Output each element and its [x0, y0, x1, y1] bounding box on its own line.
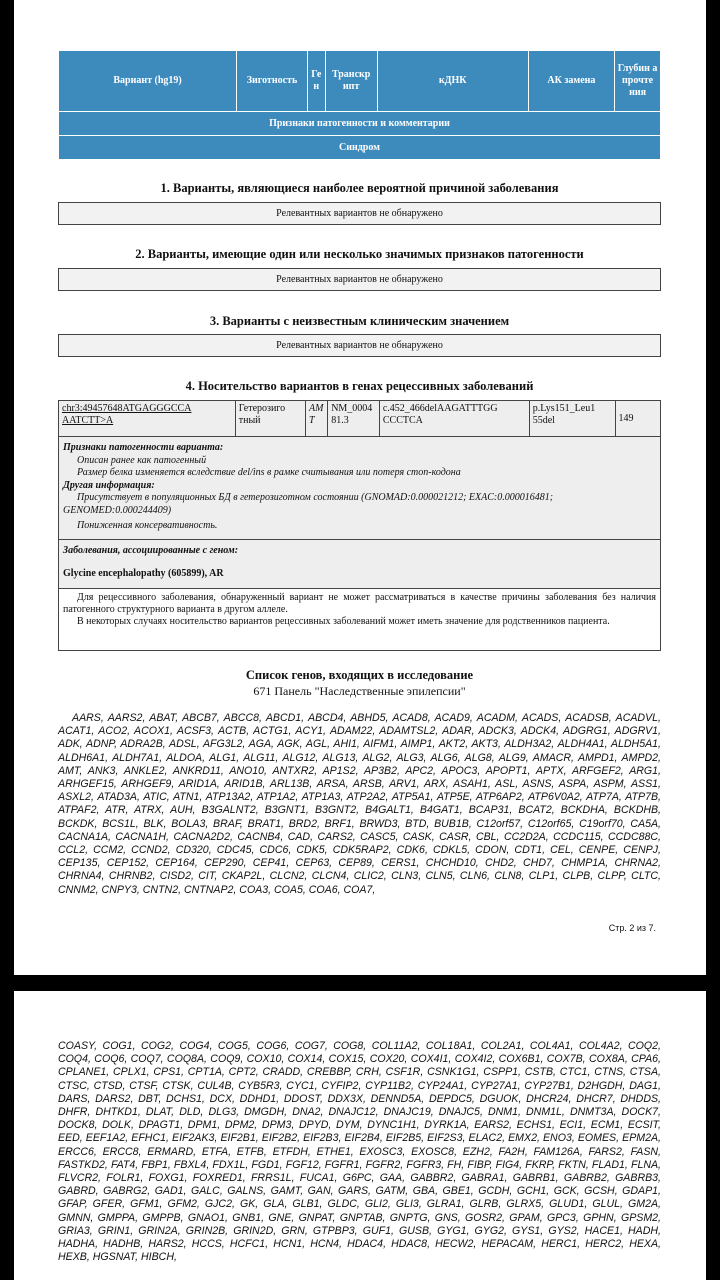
variant-id-link[interactable]: chr3:49457648ATGAGGGCCA AATCTT>A [59, 401, 236, 437]
variant-depth: 149 [615, 401, 661, 437]
pathogenicity-heading: Признаки патогенности варианта: [63, 442, 224, 453]
variant-zygosity: Гетерозиго тный [235, 401, 305, 437]
header-col-transcript: Транскр ипт [325, 51, 377, 112]
disease-heading: Заболевания, ассоциированные с геном: [63, 545, 239, 556]
gene-panel-name: 671 Панель "Наследственные эпилепсии" [253, 684, 466, 698]
variant-gene: AM T [306, 401, 328, 437]
carrier-note-2: В некоторых случаях носительство вариантов рецессивных заболеваний может иметь значение для родственников пациента. [77, 616, 610, 627]
variant-row [58, 400, 661, 437]
page-number: Стр. 2 из 7. [608, 923, 656, 933]
report-page-3 [14, 991, 706, 1280]
header-col-cdna: кДНК [377, 51, 528, 112]
other-info-item-2: Пониженная консервативность. [77, 519, 218, 531]
header-col-aa: АК замена [528, 51, 614, 112]
variant-transcript: NM_0004 81.3 [328, 401, 380, 437]
disease-name: Glycine encephalopathy (605899), AR [63, 567, 224, 579]
header-row-pathogenicity: Признаки патогенности и комментарии [59, 112, 661, 136]
header-row-syndrome: Синдром [59, 136, 661, 160]
section-2-title: 2. Варианты, имеющие один или несколько значимых признаков патогенности [135, 247, 584, 261]
variant-pathogenicity-box [58, 436, 661, 540]
gene-list-part-2: COASY, COG1, COG2, COG4, COG5, COG6, COG7, COG8, COL11A2, COL18A1, COL2A1, COL4A1, COL4A2, COQ2, COQ4, COQ6, COQ7, COQ8A, COQ9, COX10, COX14, COX15, COX20, COX4I1, COX4I2, COX6B1, COX7B, COX8A, CPA6, CPLANE1, CPLX1, CPS1, CPT1A, CPT2, CRADD, CREBBP, CRH, CSF1R, CSNK1G1, CSPP1, CSTB, CTC1, CTNS, CTSA, CTSC, CTSD, CTSF, CTSK, CUL4B, CYB5R3, CYC1, CYFIP2, CYP11B2, CYP24A1, CYP27A1, CYP27B1, D2HGDH, DAG1, DARS, DARS2, DBT, DCHS1, DCX, DDHD1, DDOST, DDX3X, DENND5A, DEPDC5, DGUOK, DHCR24, DHCR7, DHDDS, DHFR, DHTKD1, DLAT, DLD, DLG3, DMGDH, DNA2, DNAJC12, DNAJC19, DNAJC5, DNM1, DNM1L, DNMT3A, DOCK7, DOCK8, DOLK, DPAGT1, DPM1, DPM2, DPM3, DPYD, DYM, DYNC1H1, DYRK1A, EARS2, ECHS1, ECI1, ECM1, ECSIT, EED, EEF1A2, EFHC1, EIF2AK3, EIF2B1, EIF2B2, EIF2B3, EIF2B4, EIF2B5, EIF2S3, ELAC2, EMX2, ENO3, EOMES, EPM2A, ERCC6, ERCC8, ERMARD, ETFA, ETFB, ETFDH, ETHE1, EXOSC3, EXOSC8, EZH2, FA2H, FAM126A, FARS2, FASN, FASTKD2, FAT4, FBP1, FBXL4, FDX1L, FGD1, FGF12, FGFR1, FGFR2, FGFR3, FH, FIBP, FIG4, FKRP, FKTN, FLAD1, FLNA, FLVCR2, FOLR1, FOXG1, FOXRED1, FRRS1L, FUCA1, G6PC, GAA, GABBR2, GABRA1, GABRB1, GABRB2, GABRB3, GABRD, GABRG2, GAD1, GALC, GALNS, GAMT, GAN, GARS, GATM, GBA, GBE1, GCDH, GCH1, GCK, GCSH, GDAP1, GFAP, GFER, GFM1, GFM2, GJC2, GK, GLA, GLB1, GLDC, GLI2, GLI3, GLRA1, GLRB, GLRX5, GLUD1, GLUL, GM2A, GMNN, GMPPA, GMPPB, GNAO1, GNB1, GNE, GNPAT, GNPTAB, GNPTG, GNS, GOSR2, GPAM, GPC3, GPHN, GPSM2, GRIA3, GRIN1, GRIN2A, GRIN2B, GRIN2D, GRN, GTPBP3, GUF1, GUSB, GYG1, GYG2, GYS1, GYS2, HACE1, HADH, HADHA, HADHB, HARS2, HCCS, HCFC1, HCN1, HCN4, HDAC4, HDAC8, HECW2, HEPACAM, HERC1, HERC2, HEXA, HEXB, HGSNAT, HIBCH, [58, 1040, 661, 1264]
header-col-zygosity: Зиготность [237, 51, 308, 112]
header-col-gene: Ге н [307, 51, 325, 112]
carrier-note-box [58, 588, 661, 651]
gene-list-title: Список генов, входящих в исследование [245, 668, 474, 682]
variant-cdna: c.452_466delAAGATTTGG CCCTCA [379, 401, 529, 437]
variant-aa: p.Lys151_Leu1 55del [529, 401, 615, 437]
other-info-heading: Другая информация: [63, 479, 155, 491]
header-col-variant: Вариант (hg19) [59, 51, 237, 112]
gene-list-part-1: AARS, AARS2, ABAT, ABCB7, ABCC8, ABCD1, ABCD4, ABHD5, ACAD8, ACAD9, ACADM, ACADS, ACADSB, ACADVL, ACAT1, ACO2, ACOX1, ACSF3, ACTB, ACTG1, ACY1, ADAM22, ADAMTSL2, ADAR, ADCK3, ADCK4, ADGRG1, ADGRV1, ADK, ADNP, ADRA2B, ADSL, AFG3L2, AGA, AGK, AGL, AHI1, AIFM1, AIMP1, AKT2, AKT3, ALDH3A2, ALDH4A1, ALDH5A1, ALDH6A1, ALDH7A1, ALDOA, ALG1, ALG11, ALG12, ALG13, ALG2, ALG3, ALG6, ALG8, ALG9, AMACR, AMPD1, AMPD2, AMT, ANK3, ANKLE2, ANKRD11, ANO10, ANTXR2, AP1S2, AP3B2, APC2, APOC3, APOPT1, APTX, ARFGEF2, ARG1, ARHGEF15, ARHGEF9, ARID1A, ARID1B, ARL13B, ARSA, ARSB, ARV1, ARX, ASAH1, ASL, ASNS, ASPA, ASPM, ASS1, ASXL2, ATAD3A, ATIC, ATN1, ATP13A2, ATP1A2, ATP1A3, ATP2A2, ATP5A1, ATP5E, ATP6AP2, ATP6V0A2, ATP7A, ATP7B, ATPAF2, ATR, ATRX, AUH, B3GALNT2, B3GNT1, B3GNT2, B4GALT1, B4GAT1, BCAP31, BCAT2, BCKDHA, BCKDHB, BCKDK, BCS1L, BLK, BOLA3, BRAF, BRAT1, BRD2, BRF1, BRWD3, BTD, BUB1B, C12orf57, C12orf65, C19orf70, CA5A, CACNA1A, CACNA1H, CACNA2D2, CACNB4, CAD, CARS2, CASC5, CASK, CASR, CBL, CC2D2A, CCDC115, CCDC88C, CCL2, CCM2, CCND2, CD320, CDC45, CDC6, CDK5, CDK5RAP2, CDK6, CDKL5, CDON, CDT1, CEL, CENPE, CENPJ, CEP135, CEP152, CEP164, CEP290, CEP41, CEP63, CEP89, CERS1, CHCHD10, CHD2, CHD7, CHMP1A, CHRNA2, CHRNA4, CHRNB2, CISD2, CIT, CKAP2L, CLCN2, CLCN4, CLIC2, CLN3, CLN5, CLN6, CLN8, CLP1, CLPB, CLPP, CLTC, CNNM2, CNPY3, CNTN2, CNTNAP2, COA3, COA5, COA6, COA7, [58, 712, 661, 896]
disease-box [58, 539, 661, 589]
section-3-box: Релевантных вариантов не обнаружено [58, 334, 661, 357]
header-col-depth: Глубин а прочте ния [615, 51, 661, 112]
section-1-box: Релевантных вариантов не обнаружено [58, 202, 661, 225]
report-page-2 [14, 0, 706, 975]
section-4-title: 4. Носительство вариантов в генах рецессивных заболеваний [185, 379, 534, 393]
section-3-title: 3. Варианты с неизвестным клиническим значением [209, 314, 510, 328]
pathogenicity-item-1: Описан ранее как патогенный [77, 454, 207, 466]
other-info-item-1: Присутствует в популяционных БД в гетерозиготном состоянии (GNOMAD:0.000021212; EXAC:0.000016481; GENOMED:0.000244409) [63, 492, 554, 516]
pathogenicity-item-2: Размер белка изменяется вследствие del/ins в рамке считывания или потеря стоп-кодона [77, 467, 461, 479]
carrier-note-1: Для рецессивного заболевания, обнаруженный вариант не может рассматриваться в качестве причины заболевания без наличия патогенного структурного варианта в другом аллеле. [63, 592, 656, 615]
section-2-box: Релевантных вариантов не обнаружено [58, 268, 661, 291]
results-header-table [58, 50, 661, 160]
section-1-title: 1. Варианты, являющиеся наиболее вероятной причиной заболевания [160, 181, 559, 195]
